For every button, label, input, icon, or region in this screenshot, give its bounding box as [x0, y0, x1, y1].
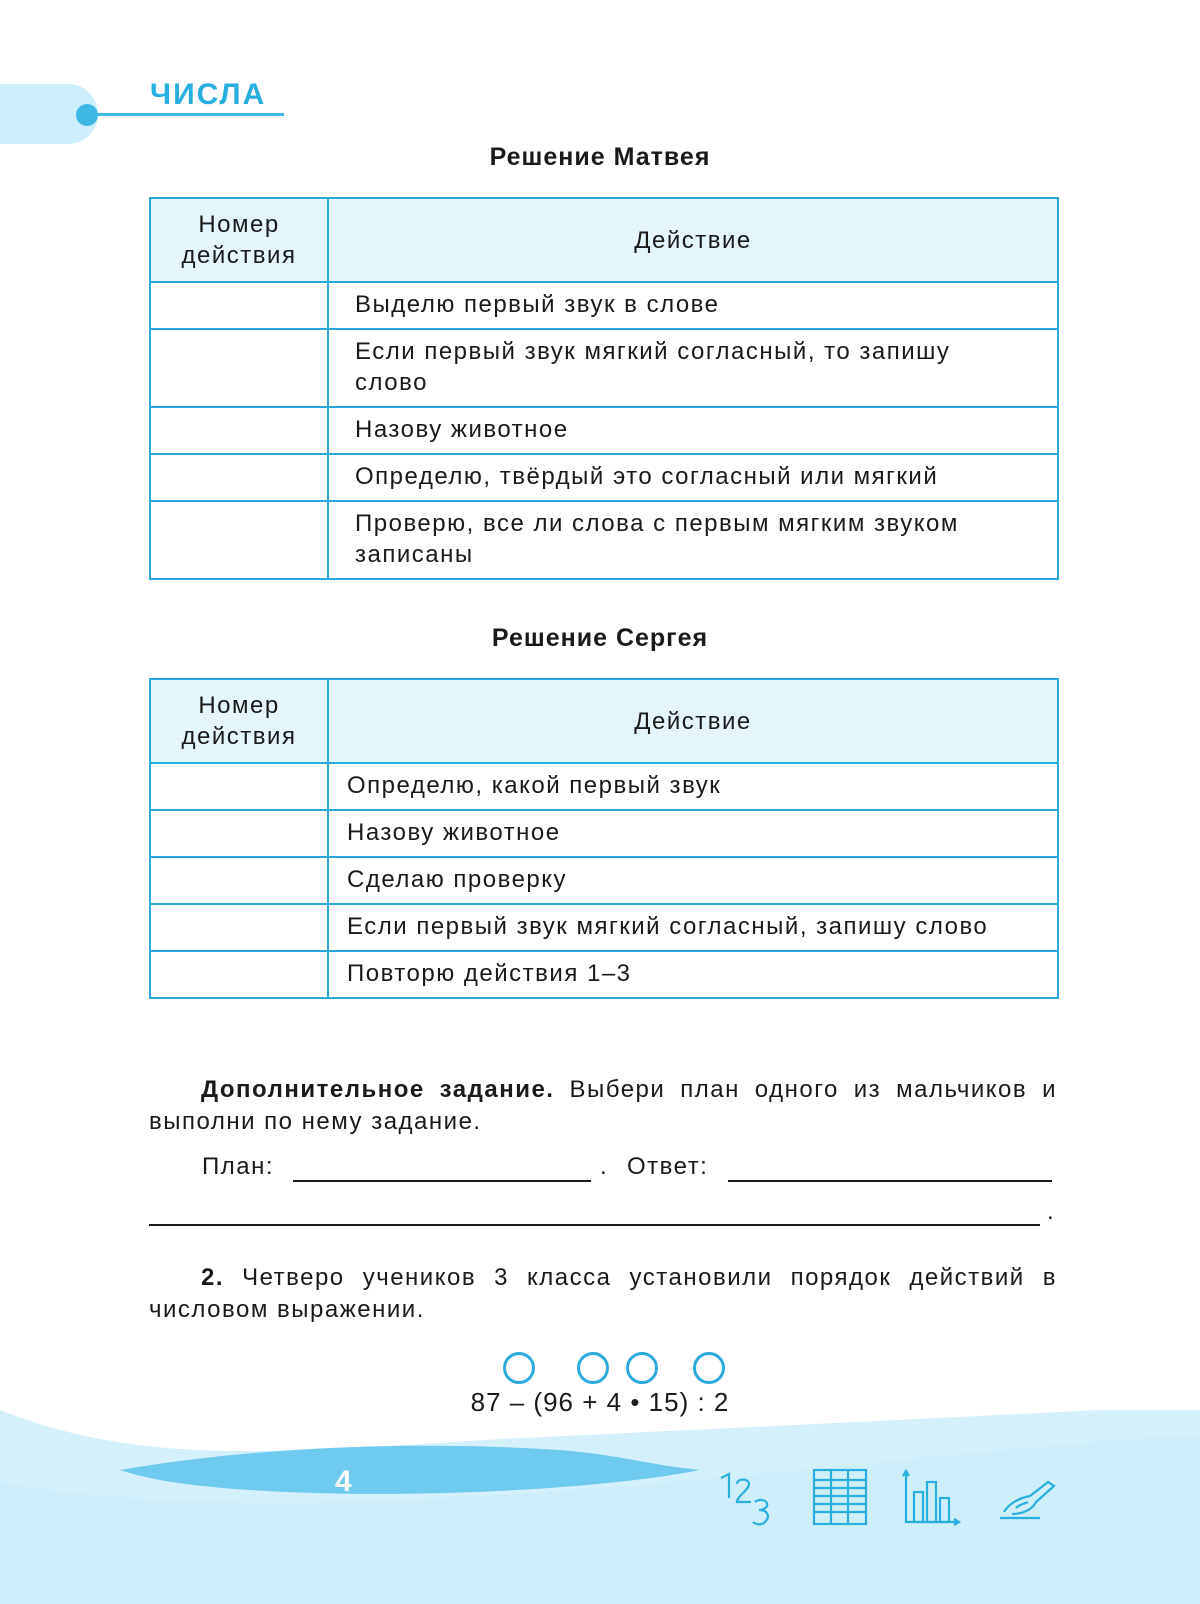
- numbers-icon: [715, 1470, 777, 1530]
- plan-answer-line[interactable]: [293, 1180, 591, 1182]
- table-b: [149, 678, 1059, 999]
- table-icon: [812, 1468, 868, 1526]
- table-row: Сделаю проверку: [328, 857, 1058, 904]
- number-cell[interactable]: [150, 810, 328, 857]
- number-cell[interactable]: [150, 407, 328, 454]
- table-row: Выделю первый звук в слове: [328, 282, 1058, 329]
- numeric-expression: 87 – (96 + 4 • 15) : 2: [470, 1387, 730, 1417]
- table-row: Определю, твёрдый это согласный или мягкий: [328, 454, 1058, 501]
- end-dot: .: [1047, 1198, 1054, 1225]
- extra-task-paragraph: [149, 1074, 1057, 1138]
- table-row: Назову животное: [328, 810, 1058, 857]
- answer-line-2[interactable]: [149, 1224, 1040, 1226]
- table-a-title: Решение Матвея: [489, 143, 711, 171]
- number-cell[interactable]: [150, 857, 328, 904]
- col-action-header: Действие: [328, 679, 1058, 763]
- table-row: Назову животное: [328, 407, 1058, 454]
- col-number-header: Номер действия: [150, 198, 328, 282]
- number-cell[interactable]: [150, 454, 328, 501]
- bar-chart-icon: [902, 1468, 962, 1528]
- number-cell[interactable]: [150, 282, 328, 329]
- table-a: [149, 197, 1059, 580]
- task2-paragraph: [149, 1262, 1057, 1326]
- table-row: Определю, какой первый звук: [328, 763, 1058, 810]
- order-circle[interactable]: [503, 1352, 535, 1384]
- header-dot: [76, 104, 98, 126]
- extra-task-text: Выбери план одного из мальчиков и выполни по нему задание.: [149, 1076, 1058, 1135]
- col-number-header: Номер действия: [150, 679, 328, 763]
- number-cell[interactable]: [150, 951, 328, 998]
- number-cell[interactable]: [150, 329, 328, 407]
- section-title: ЧИСЛА: [150, 78, 267, 111]
- col-action-header: Действие: [328, 198, 1058, 282]
- answer-label: Ответ:: [627, 1153, 709, 1180]
- page-number: 4: [335, 1465, 352, 1498]
- plan-dot: .: [600, 1153, 607, 1180]
- table-row: Повторю действия 1–3: [328, 951, 1058, 998]
- number-cell[interactable]: [150, 904, 328, 951]
- plan-label: План:: [202, 1153, 275, 1180]
- writing-hand-icon: [996, 1478, 1058, 1522]
- table-row: Проверю, все ли слова с первым мягким звуком записаны: [328, 501, 1058, 579]
- order-circle[interactable]: [626, 1352, 658, 1384]
- task2-number: 2.: [201, 1264, 225, 1291]
- table-row: Если первый звук мягкий согласный, запишу слово: [328, 904, 1058, 951]
- header-underline: [87, 113, 284, 116]
- order-circle[interactable]: [577, 1352, 609, 1384]
- extra-task-label: Дополнительное задание.: [201, 1076, 555, 1103]
- task2-text: Четверо учеников 3 класса установили порядок действий в числовом выражении.: [149, 1264, 1058, 1323]
- plan-row: [202, 1153, 274, 1181]
- number-cell[interactable]: [150, 501, 328, 579]
- order-circle[interactable]: [693, 1352, 725, 1384]
- table-row: Если первый звук мягкий согласный, то запишу слово: [328, 329, 1058, 407]
- table-b-title: Решение Сергея: [491, 624, 709, 652]
- answer-line[interactable]: [728, 1180, 1052, 1182]
- number-cell[interactable]: [150, 763, 328, 810]
